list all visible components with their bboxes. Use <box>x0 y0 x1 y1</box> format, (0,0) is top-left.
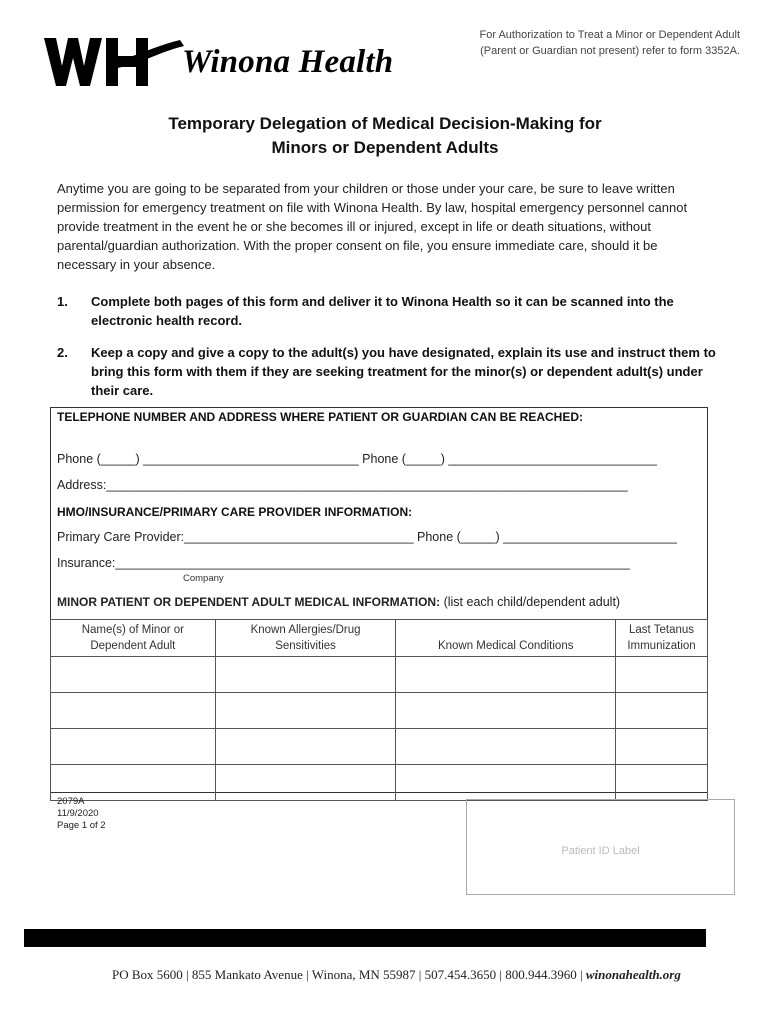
medical-header-note: (list each child/dependent adult) <box>443 595 621 609</box>
medical-info-header <box>57 595 620 609</box>
medical-info-table <box>50 619 708 801</box>
form-date: 11/9/2020 <box>57 808 99 819</box>
intro-paragraph: Anytime you are going to be separated from your children or those under your care, be sure to leave written permission for emergency treatment on file with Winona Health. By law, hospital emergency personnel cannot provide treatment in the event he or she becomes ill or injured, except in life or death situations, without parental/guardian authorization. With the proper consent on file, you ensure immediate care, should it be necessary in your absence. <box>57 181 688 272</box>
form-meta <box>57 796 106 832</box>
contact-header: TELEPHONE NUMBER AND ADDRESS WHERE PATIENT OR GUARDIAN CAN BE REACHED: <box>57 410 584 424</box>
column-header: Known Medical Conditions <box>396 620 616 657</box>
table-row[interactable] <box>51 729 708 765</box>
column-header: Last Tetanus Immunization <box>616 620 708 657</box>
step-1 <box>57 292 717 330</box>
table-row[interactable] <box>51 657 708 693</box>
step-number: 1. <box>57 294 68 309</box>
footer-bar <box>24 929 706 947</box>
medical-header-title: MINOR PATIENT OR DEPENDENT ADULT MEDICAL INFORMATION: <box>57 595 441 609</box>
column-header: Name(s) of Minor or Dependent Adult <box>51 620 216 657</box>
page-title <box>0 112 770 160</box>
step-text: Complete both pages of this form and deliver it to Winona Health so it can be scanned into the electronic health record. <box>91 294 674 328</box>
authorization-note <box>440 27 740 59</box>
address-field[interactable]: Address:___________________________________________________________________________ <box>57 478 628 492</box>
column-header: Known Allergies/Drug Sensitivities <box>215 620 396 657</box>
footer-website[interactable]: winonahealth.org <box>585 967 681 982</box>
table-row[interactable] <box>51 765 708 801</box>
company-label: Company <box>183 573 224 584</box>
table-row[interactable] <box>51 693 708 729</box>
footer-address: PO Box 5600 | 855 Mankato Avenue | Winona, MN 55987 | 507.454.3650 | 800.944.3960 | <box>112 967 586 982</box>
step-number: 2. <box>57 345 68 360</box>
logo-wordmark: Winona Health <box>182 44 394 80</box>
insurance-field[interactable]: Insurance:__________________________________________________________________________ <box>57 556 630 570</box>
footer-contact <box>112 967 681 983</box>
primary-care-provider-field[interactable]: Primary Care Provider:_________________________________ Phone (_____) _________________________ <box>57 530 677 544</box>
phone-fields[interactable]: Phone (_____) _______________________________ Phone (_____) ______________________________ <box>57 452 657 466</box>
note-line-2: (Parent or Guardian not present) refer to form 3352A. <box>480 45 740 57</box>
form-number: 2079A <box>57 796 85 807</box>
note-line-1: For Authorization to Treat a Minor or Dependent Adult <box>479 29 740 41</box>
patient-id-label-box <box>466 799 735 895</box>
patient-id-label-text: Patient ID Label <box>561 845 640 857</box>
insurance-header: HMO/INSURANCE/PRIMARY CARE PROVIDER INFORMATION: <box>57 505 413 519</box>
table-header-row <box>51 620 708 657</box>
page-number: Page 1 of 2 <box>57 820 106 831</box>
step-text: Keep a copy and give a copy to the adult(s) you have designated, explain its use and instruct them to bring this form with them if they are seeking treatment for the minor(s) or dependent adult(s) under their care. <box>91 345 716 398</box>
title-line-1: Temporary Delegation of Medical Decision-Making for <box>168 114 602 133</box>
title-line-2: Minors or Dependent Adults <box>271 138 499 157</box>
step-2 <box>57 343 717 400</box>
